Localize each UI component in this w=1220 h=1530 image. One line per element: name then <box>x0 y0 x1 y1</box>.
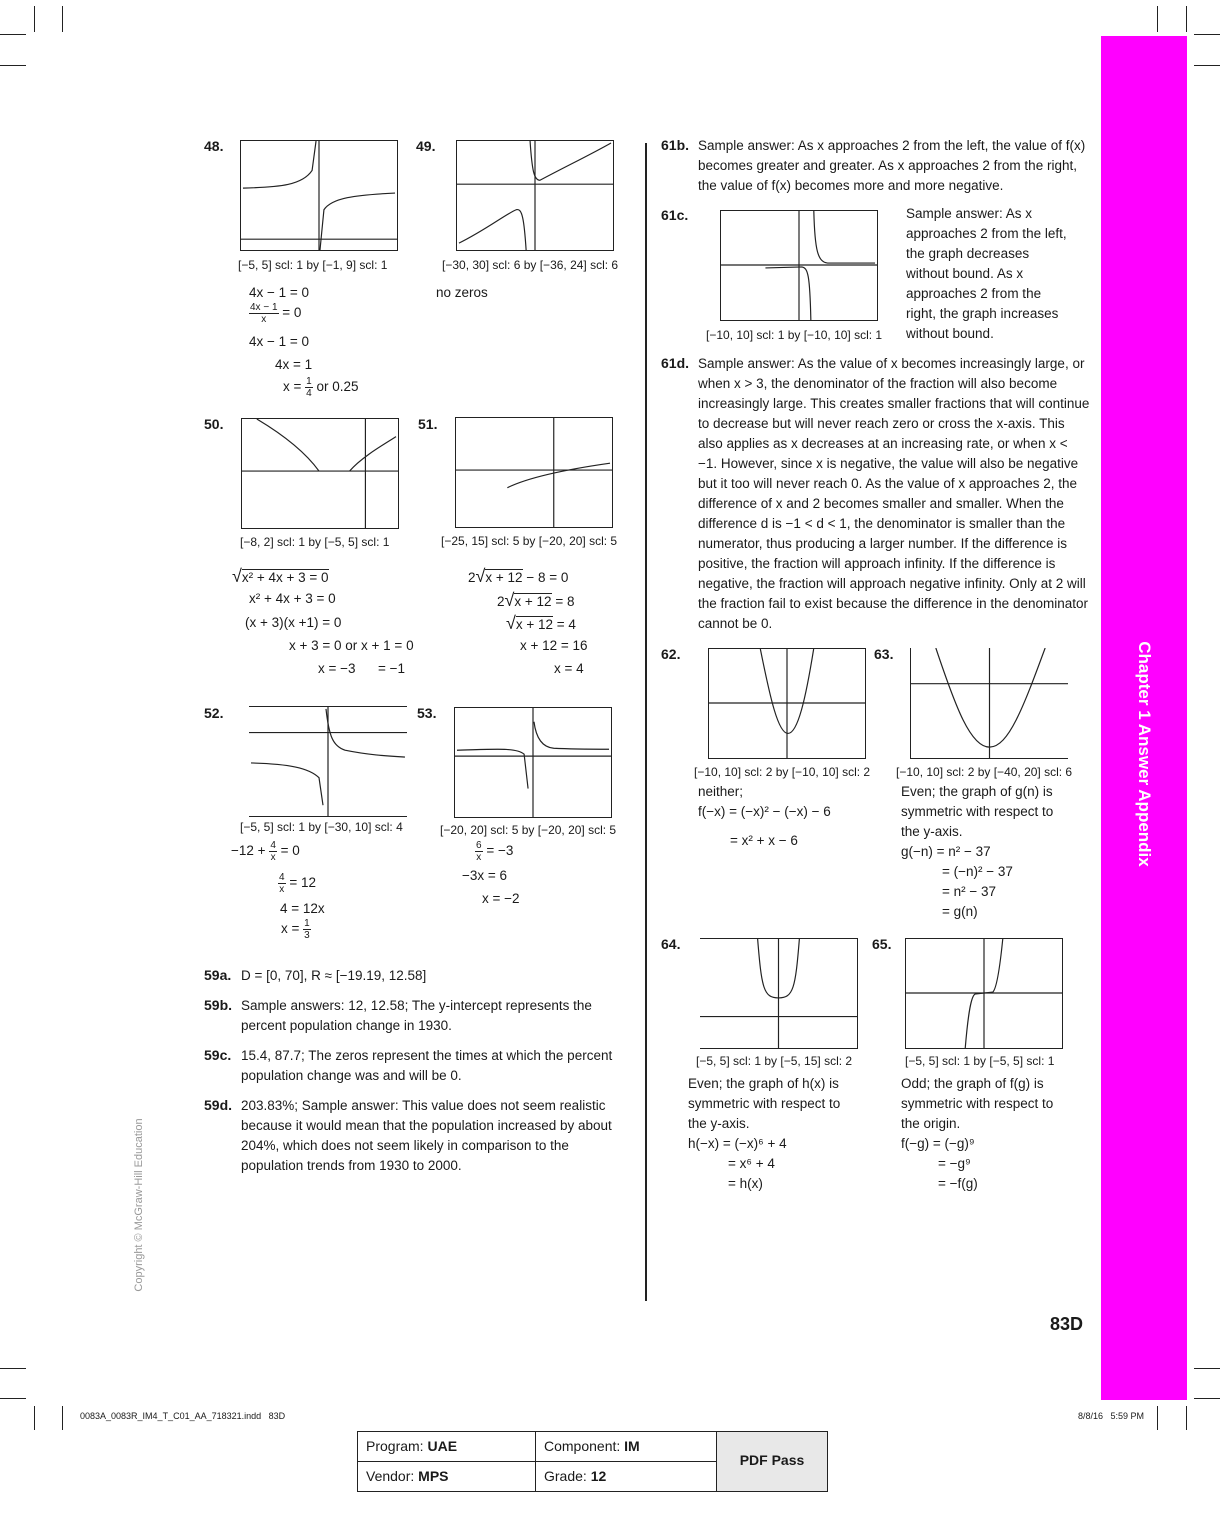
problem-49-label: 49. <box>416 138 436 154</box>
problem-64-label: 64. <box>661 936 681 952</box>
graph-52 <box>249 706 407 817</box>
graph-63 <box>910 648 1068 759</box>
p64-line6: = h(x) <box>728 1176 763 1191</box>
vendor-cell: Vendor: MPS <box>357 1461 536 1492</box>
p64-line5: = x⁶ + 4 <box>728 1156 775 1171</box>
p62-line2: f(−x) = (−x)² − (−x) − 6 <box>698 804 831 819</box>
p52-line1: −12 + $\frac{4}{x}$ = 0 <box>231 840 300 863</box>
p52-line2: $\frac{4}{x}$ = 12 <box>279 872 316 895</box>
problem-62-label: 62. <box>661 646 681 662</box>
p50-line1: √x² + 4x + 3 = 0 <box>232 566 329 586</box>
p64-line3: the y-axis. <box>688 1116 750 1131</box>
column-divider <box>645 143 647 1301</box>
p52-line4: x = $\frac{1}{3}$ <box>281 918 310 941</box>
p62-line3: = x² + x − 6 <box>730 833 798 848</box>
problem-61b-text: Sample answer: As x approaches 2 from the left, the value of f(x) becomes greater and greater. As x approaches 2 from the right, the value of f(x) becomes more and more negative. <box>698 138 1086 193</box>
p65-line4: f(−g) = (−g)⁹ <box>901 1136 975 1151</box>
p63-line6: = n² − 37 <box>942 884 997 899</box>
graph-62-window: [−10, 10] scl: 2 by [−10, 10] scl: 2 <box>694 765 871 779</box>
p63-line7: = g(n) <box>942 904 978 919</box>
problem-52-label: 52. <box>204 705 224 721</box>
problem-59c-label: 59c. <box>204 1047 232 1063</box>
graph-51-window: [−25, 15] scl: 5 by [−20, 20] scl: 5 <box>441 534 618 548</box>
p63-line2: symmetric with respect to <box>901 804 1054 819</box>
graph-53-window: [−20, 20] scl: 5 by [−20, 20] scl: 5 <box>440 823 617 837</box>
p63-line4: g(−n) = n² − 37 <box>901 844 991 859</box>
p63-line5: = (−n)² − 37 <box>942 864 1013 879</box>
graph-48 <box>240 140 398 251</box>
graph-52-window: [−5, 5] scl: 1 by [−30, 10] scl: 4 <box>240 820 403 834</box>
p50-line5: x = −3 = −1 <box>318 661 406 676</box>
p65-line5: = −g⁹ <box>938 1156 971 1171</box>
p48-line3: 4x − 1 = 0 <box>249 334 310 349</box>
graph-49 <box>456 140 614 251</box>
footer-date: 8/8/16 5:59 PM <box>1078 1411 1145 1421</box>
program-cell: Program: UAE <box>357 1431 536 1462</box>
p51-line2: 2√x + 12 = 8 <box>497 590 575 610</box>
p48-line5: x = $\frac{1}{4}$ or 0.25 <box>283 376 359 399</box>
page-number: 83D <box>1050 1314 1084 1334</box>
p63-line1: Even; the graph of g(n) is <box>901 784 1053 799</box>
copyright: Copyright © McGraw-Hill Education <box>133 1118 145 1292</box>
p64-line4: h(−x) = (−x)⁶ + 4 <box>688 1136 787 1151</box>
p51-line4: x + 12 = 16 <box>520 638 588 653</box>
p52-line3: 4 = 12x <box>280 901 325 916</box>
graph-65 <box>905 938 1063 1049</box>
p51-line5: x = 4 <box>554 661 584 676</box>
chapter-sidebar <box>1101 36 1187 1400</box>
problem-59b-text: Sample answers: 12, 12.58; The y-intercept represents the percent population change in 1930. <box>241 998 592 1033</box>
graph-49-window: [−30, 30] scl: 6 by [−36, 24] scl: 6 <box>442 258 619 272</box>
p63-line3: the y-axis. <box>901 824 963 839</box>
problem-63-label: 63. <box>874 646 894 662</box>
grade-cell: Grade: 12 <box>535 1461 717 1492</box>
graph-50 <box>241 418 399 529</box>
p51-line1: 2√x + 12 − 8 = 0 <box>468 566 569 586</box>
graph-64-window: [−5, 5] scl: 1 by [−5, 15] scl: 2 <box>696 1054 853 1068</box>
problem-59d-label: 59d. <box>204 1097 233 1113</box>
p65-line2: symmetric with respect to <box>901 1096 1054 1111</box>
p51-line3: √x + 12 = 4 <box>506 613 576 633</box>
problem-61d-label: 61d. <box>661 355 690 371</box>
problem-53-label: 53. <box>417 705 437 721</box>
problem-50-label: 50. <box>204 416 224 432</box>
graph-48-window: [−5, 5] scl: 1 by [−1, 9] scl: 1 <box>238 258 388 272</box>
graph-62 <box>708 648 866 759</box>
p62-line1: neither; <box>698 784 744 799</box>
problem-59b-label: 59b. <box>204 997 233 1013</box>
problem-61c-text: Sample answer: As x approaches 2 from the left, the graph decreases without bound. As x approaches 2 from the right, the graph increases without bound. <box>906 206 1067 341</box>
problem-61d-text: Sample answer: As the value of x becomes increasingly large, or when x > 3, the denominator of the fraction will also become increasingly large. This creates smaller fractions that will continue to decrease but will never reach zero or cross the x-axis. This also applies as x decreases at an increasing rate, or when x < −1. However, since x is negative, the value will also be negative but it too will never reach 0. As the value of x approaches 2, the difference of x and 2 becomes smaller and smaller. When the difference d is −1 < d < 1, the denominator is smaller than the numerator, thus producing a larger number. If the difference is positive, the fraction will approach infinity. If the difference is negative, the fraction will approach negative infinity. Only at 2 will the fraction fail to exist because the difference in the denominator cannot be 0. <box>698 356 1090 631</box>
p50-line4: x + 3 = 0 or x + 1 = 0 <box>289 638 414 653</box>
problem-65-label: 65. <box>872 936 892 952</box>
footer-file: 0083A_0083R_IM4_T_C01_AA_718321.indd 83D <box>80 1411 286 1421</box>
problem-59a-text: D = [0, 70], R ≈ [−19.19, 12.58] <box>241 968 427 983</box>
problem-51-label: 51. <box>418 416 438 432</box>
graph-63-window: [−10, 10] scl: 2 by [−40, 20] scl: 6 <box>896 765 1073 779</box>
p64-line1: Even; the graph of h(x) is <box>688 1076 839 1091</box>
graph-64 <box>700 938 858 1049</box>
p65-line6: = −f(g) <box>938 1176 978 1191</box>
p48-line1: 4x − 1 = 0 <box>249 285 310 300</box>
graph-65-window: [−5, 5] scl: 1 by [−5, 5] scl: 1 <box>905 1054 1055 1068</box>
p49-line1: no zeros <box>436 285 488 300</box>
problem-48-label: 48. <box>204 138 224 154</box>
problem-61c-label: 61c. <box>661 207 689 223</box>
p53-line2: −3x = 6 <box>462 868 508 883</box>
problem-61b-label: 61b. <box>661 137 690 153</box>
problem-59c-text: 15.4, 87.7; The zeros represent the times at which the percent population change was and will be 0. <box>241 1048 613 1083</box>
problem-59d-text: 203.83%; Sample answer: This value does not seem realistic because it would mean that the population increased by about 204%, which does not seem likely in comparison to the population trends from 1930 to 2000. <box>241 1098 612 1173</box>
p50-line3: (x + 3)(x +1) = 0 <box>245 615 342 630</box>
sidebar-label: Chapter 1 Answer Appendix <box>1135 641 1154 867</box>
graph-61c-window: [−10, 10] scl: 1 by [−10, 10] scl: 1 <box>706 328 883 342</box>
p53-line1: $\frac{6}{x}$ = −3 <box>476 840 514 863</box>
problem-59a-label: 59a. <box>204 967 232 983</box>
p64-line2: symmetric with respect to <box>688 1096 841 1111</box>
graph-50-window: [−8, 2] scl: 1 by [−5, 5] scl: 1 <box>240 535 390 549</box>
p48-line2: $\frac{4x - 1}{x}$ = 0 <box>250 302 302 325</box>
graph-61c <box>720 210 878 321</box>
graph-53 <box>454 707 612 818</box>
graph-51 <box>455 417 613 528</box>
p48-fraction: $\frac{4x - 1}{x}$ <box>250 302 278 325</box>
p53-line3: x = −2 <box>482 891 520 906</box>
p50-line2: x² + 4x + 3 = 0 <box>249 591 336 606</box>
p48-line4: 4x = 1 <box>275 357 313 372</box>
p65-line3: the origin. <box>901 1116 961 1131</box>
p65-line1: Odd; the graph of f(g) is <box>901 1076 1044 1091</box>
pdf-pass-cell: PDF Pass <box>716 1431 828 1492</box>
component-cell: Component: IM <box>535 1431 717 1462</box>
